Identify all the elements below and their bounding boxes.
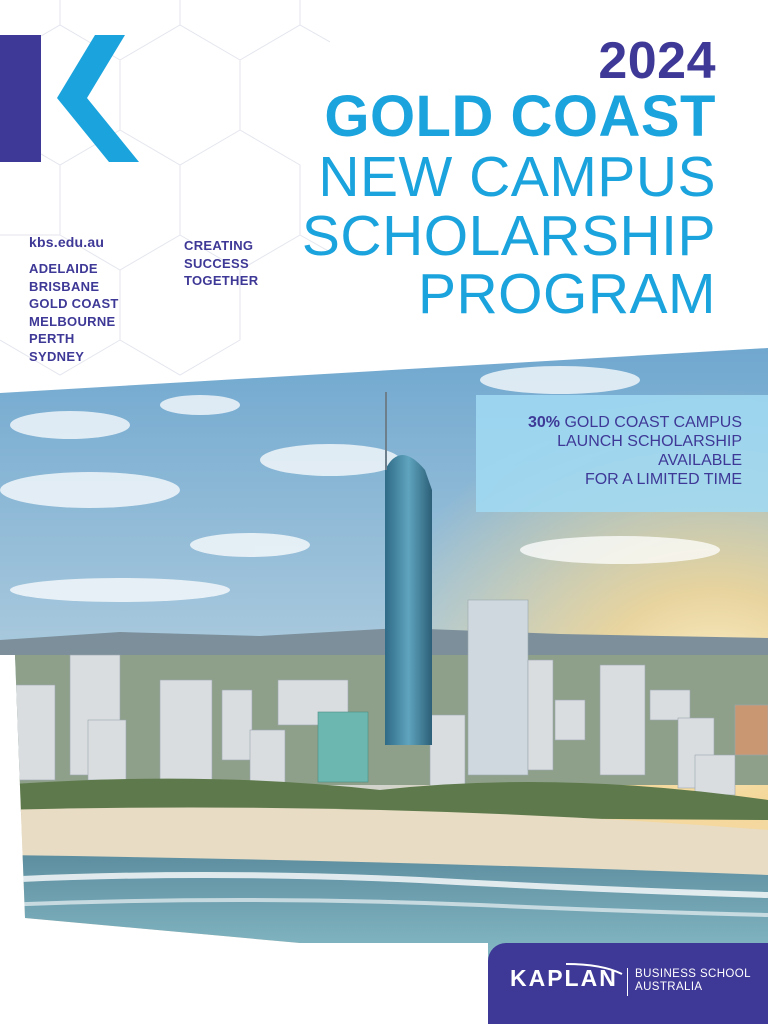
promo-line-text: GOLD COAST CAMPUS — [560, 414, 742, 431]
city-item: ADELAIDE — [29, 261, 98, 276]
promo-percent: 30% — [528, 414, 561, 431]
tagline-line: CREATING — [184, 238, 254, 253]
city-item: GOLD COAST — [29, 296, 119, 311]
promo-line: AVAILABLE — [658, 452, 742, 469]
tagline-line: SUCCESS — [184, 255, 249, 271]
title-year: 2024 — [598, 32, 716, 90]
school-name-line: BUSINESS SCHOOL — [635, 968, 751, 980]
city-item: BRISBANE — [29, 278, 100, 294]
city-item: SYDNEY — [29, 348, 85, 364]
kaplan-footer-logo — [488, 943, 768, 1024]
promo-line: LAUNCH SCHOLARSHIP — [557, 433, 742, 450]
city-item: PERTH — [29, 331, 75, 346]
title-program-line: NEW CAMPUS — [318, 145, 716, 209]
title-campus: GOLD COAST — [324, 84, 716, 149]
scholarship-promo-box — [476, 395, 768, 512]
kaplan-wordmark: KAPLAN — [510, 965, 618, 991]
website-url[interactable]: kbs.edu.au — [29, 234, 105, 250]
school-name-line: AUSTRALIA — [635, 981, 703, 993]
promo-line — [486, 413, 742, 432]
logo-divider — [627, 968, 628, 996]
title-program-line: PROGRAM — [417, 262, 716, 326]
city-item: MELBOURNE — [29, 313, 116, 329]
school-name — [635, 968, 751, 994]
promo-line: FOR A LIMITED TIME — [584, 471, 742, 488]
tagline-line: TOGETHER — [184, 273, 259, 288]
title-program-line: SCHOLARSHIP — [301, 203, 716, 268]
